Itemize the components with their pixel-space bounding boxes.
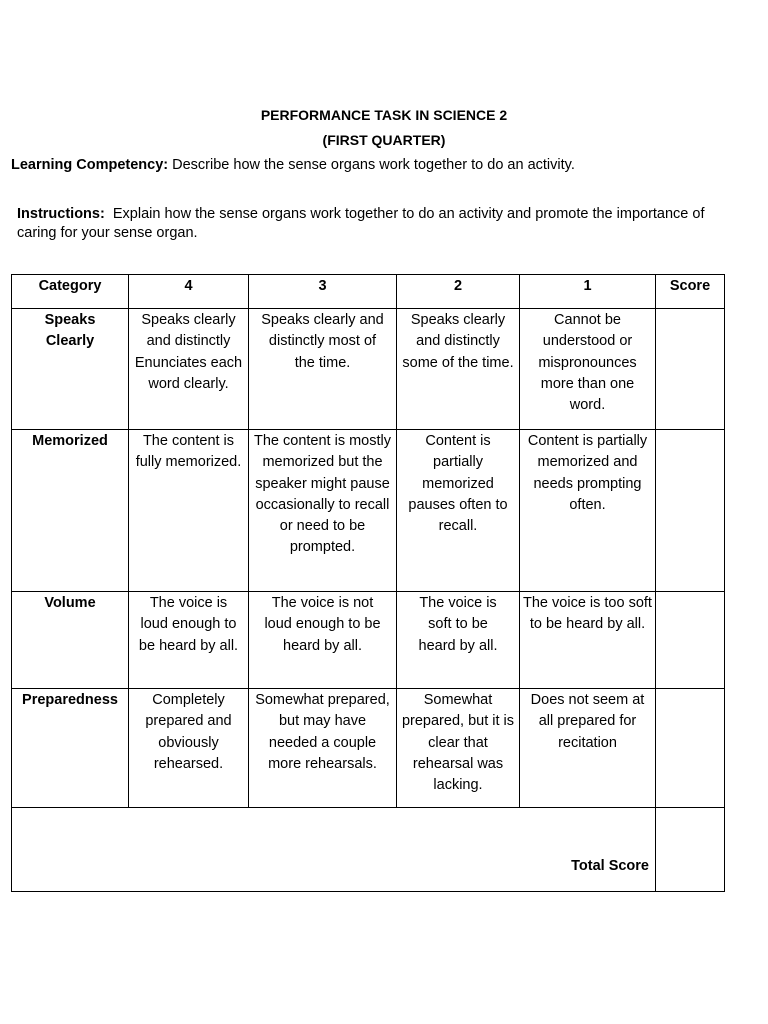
row-category: Volume <box>12 592 129 689</box>
score-cell[interactable] <box>656 309 725 430</box>
cell-level-3: The voice is not loud enough to be heard by all. <box>249 592 397 689</box>
rubric-row-volume <box>12 592 725 689</box>
score-cell[interactable] <box>656 430 725 592</box>
rubric-header-row <box>12 275 725 309</box>
cell-level-3: The content is mostly memorized but the speaker might pause occasionally to recall or need to be prompted. <box>249 430 397 592</box>
header-score-4: 4 <box>129 275 249 309</box>
total-score-label: Total Score <box>12 808 656 892</box>
cell-level-1: Does not seem at all prepared for recitation <box>520 689 656 808</box>
document-subtitle: (FIRST QUARTER) <box>322 132 446 148</box>
cell-level-3: Speaks clearly and distinctly most of the time. <box>249 309 397 430</box>
cell-level-2: Somewhat prepared, but it is clear that rehearsal was lacking. <box>397 689 520 808</box>
instructions <box>17 205 707 243</box>
row-category: Speaks Clearly <box>12 309 129 430</box>
cell-level-4: The content is fully memorized. <box>129 430 249 592</box>
cell-level-2: Content is partially memorized pauses often to recall. <box>397 430 520 592</box>
cell-level-1: The voice is too soft to be heard by all. <box>520 592 656 689</box>
instructions-label: Instructions: <box>17 206 105 222</box>
cell-level-4: Speaks clearly and distinctly Enunciates each word clearly. <box>129 309 249 430</box>
learning-competency <box>11 156 751 175</box>
cell-level-2: Speaks clearly and distinctly some of the time. <box>397 309 520 430</box>
rubric-total-row <box>12 808 725 892</box>
cell-level-2: The voice is soft to be heard by all. <box>397 592 520 689</box>
header-score-1: 1 <box>520 275 656 309</box>
cell-level-1: Cannot be understood or mispronounces more than one word. <box>520 309 656 430</box>
row-category: Preparedness <box>12 689 129 808</box>
total-score-cell[interactable] <box>656 808 725 892</box>
header-score-2: 2 <box>397 275 520 309</box>
cell-level-3: Somewhat prepared, but may have needed a couple more rehearsals. <box>249 689 397 808</box>
rubric-table <box>11 274 725 892</box>
instructions-text: Explain how the sense organs work together to do an activity and promote the importance of caring for your sense organ. <box>17 206 709 241</box>
header-score-3: 3 <box>249 275 397 309</box>
cell-level-4: The voice is loud enough to be heard by all. <box>129 592 249 689</box>
score-cell[interactable] <box>656 689 725 808</box>
competency-label: Learning Competency: <box>11 157 169 173</box>
cell-level-1: Content is partially memorized and needs prompting often. <box>520 430 656 592</box>
header-category: Category <box>12 275 129 309</box>
rubric-row-preparedness <box>12 689 725 808</box>
rubric-row-speaks-clearly <box>12 309 725 430</box>
score-cell[interactable] <box>656 592 725 689</box>
cell-level-4: Completely prepared and obviously rehearsed. <box>129 689 249 808</box>
document-title: PERFORMANCE TASK IN SCIENCE 2 <box>260 107 508 123</box>
competency-text: Describe how the sense organs work together to do an activity. <box>168 157 575 173</box>
row-category: Memorized <box>12 430 129 592</box>
rubric-row-memorized <box>12 430 725 592</box>
header-score: Score <box>656 275 725 309</box>
